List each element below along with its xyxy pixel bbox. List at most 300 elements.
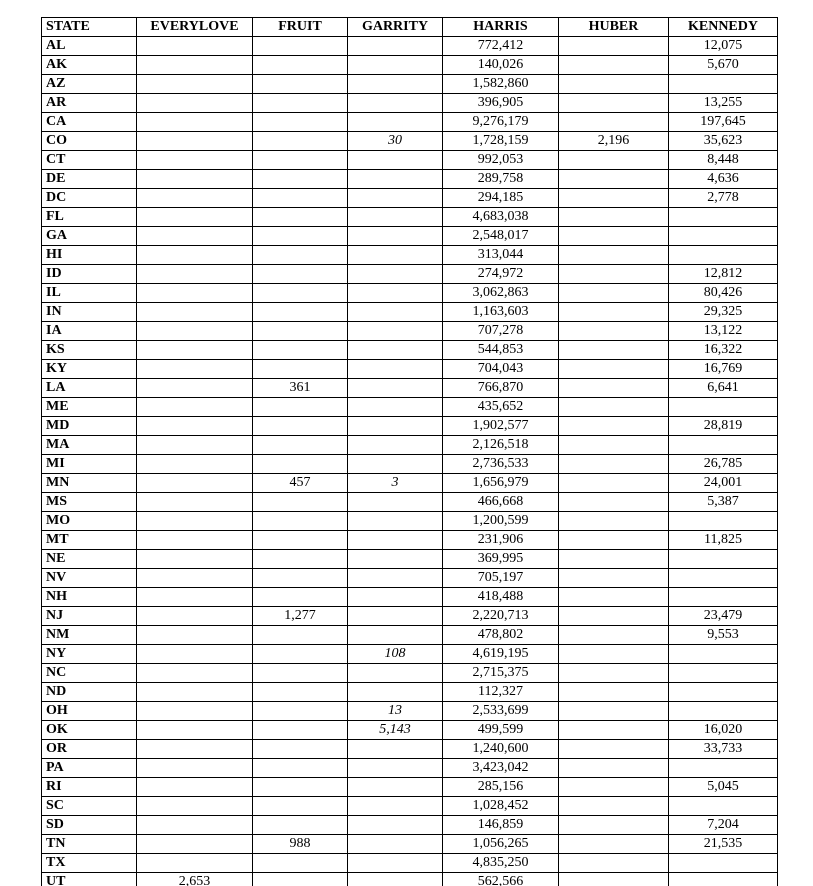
cell-harris: 285,156 — [443, 778, 559, 797]
cell-garrity — [348, 151, 443, 170]
cell-state: NH — [42, 588, 137, 607]
cell-huber — [559, 854, 669, 873]
election-results-table — [41, 17, 778, 886]
cell-everylove — [137, 493, 253, 512]
cell-everylove — [137, 208, 253, 227]
table-row — [42, 474, 778, 493]
cell-state: DC — [42, 189, 137, 208]
cell-everylove — [137, 151, 253, 170]
cell-state: RI — [42, 778, 137, 797]
cell-garrity — [348, 94, 443, 113]
cell-garrity: 30 — [348, 132, 443, 151]
cell-garrity — [348, 37, 443, 56]
cell-everylove — [137, 778, 253, 797]
cell-fruit — [253, 550, 348, 569]
column-header-state: STATE — [42, 18, 137, 37]
cell-kennedy: 5,045 — [669, 778, 778, 797]
cell-garrity: 13 — [348, 702, 443, 721]
table-row — [42, 398, 778, 417]
cell-state: PA — [42, 759, 137, 778]
cell-everylove — [137, 531, 253, 550]
cell-huber — [559, 607, 669, 626]
cell-fruit — [253, 398, 348, 417]
cell-huber — [559, 37, 669, 56]
cell-everylove — [137, 816, 253, 835]
cell-fruit — [253, 512, 348, 531]
cell-huber — [559, 873, 669, 886]
cell-huber — [559, 797, 669, 816]
cell-kennedy: 16,769 — [669, 360, 778, 379]
cell-garrity — [348, 113, 443, 132]
cell-garrity — [348, 854, 443, 873]
cell-state: LA — [42, 379, 137, 398]
cell-huber — [559, 474, 669, 493]
cell-state: DE — [42, 170, 137, 189]
cell-kennedy — [669, 588, 778, 607]
cell-huber — [559, 588, 669, 607]
cell-kennedy — [669, 512, 778, 531]
cell-kennedy: 33,733 — [669, 740, 778, 759]
table-row — [42, 835, 778, 854]
cell-state: MO — [42, 512, 137, 531]
cell-everylove — [137, 702, 253, 721]
table-row — [42, 265, 778, 284]
cell-huber — [559, 702, 669, 721]
cell-everylove — [137, 512, 253, 531]
cell-kennedy: 24,001 — [669, 474, 778, 493]
table-row — [42, 341, 778, 360]
cell-state: CA — [42, 113, 137, 132]
cell-everylove — [137, 664, 253, 683]
cell-kennedy — [669, 797, 778, 816]
cell-harris: 1,240,600 — [443, 740, 559, 759]
cell-state: CO — [42, 132, 137, 151]
column-header-everylove: EVERYLOVE — [137, 18, 253, 37]
table-row — [42, 683, 778, 702]
cell-harris: 772,412 — [443, 37, 559, 56]
table-row — [42, 113, 778, 132]
cell-harris: 1,902,577 — [443, 417, 559, 436]
cell-kennedy: 9,553 — [669, 626, 778, 645]
cell-garrity — [348, 189, 443, 208]
cell-fruit — [253, 626, 348, 645]
cell-huber — [559, 512, 669, 531]
cell-everylove — [137, 75, 253, 94]
cell-huber — [559, 417, 669, 436]
cell-harris: 1,582,860 — [443, 75, 559, 94]
column-header-harris: HARRIS — [443, 18, 559, 37]
column-header-kennedy: KENNEDY — [669, 18, 778, 37]
table-row — [42, 493, 778, 512]
cell-fruit — [253, 341, 348, 360]
cell-kennedy: 12,075 — [669, 37, 778, 56]
table-row — [42, 797, 778, 816]
cell-harris: 705,197 — [443, 569, 559, 588]
table-row — [42, 740, 778, 759]
table-row — [42, 170, 778, 189]
cell-kennedy — [669, 759, 778, 778]
cell-garrity — [348, 683, 443, 702]
cell-fruit — [253, 645, 348, 664]
cell-garrity — [348, 778, 443, 797]
cell-huber — [559, 246, 669, 265]
cell-huber — [559, 493, 669, 512]
table-row — [42, 721, 778, 740]
cell-fruit — [253, 189, 348, 208]
cell-everylove — [137, 398, 253, 417]
cell-harris: 707,278 — [443, 322, 559, 341]
cell-kennedy — [669, 854, 778, 873]
cell-everylove — [137, 265, 253, 284]
cell-harris: 704,043 — [443, 360, 559, 379]
cell-harris: 2,126,518 — [443, 436, 559, 455]
cell-state: AK — [42, 56, 137, 75]
cell-state: MS — [42, 493, 137, 512]
cell-harris: 2,533,699 — [443, 702, 559, 721]
cell-huber — [559, 379, 669, 398]
cell-fruit — [253, 246, 348, 265]
cell-kennedy — [669, 702, 778, 721]
cell-state: MA — [42, 436, 137, 455]
cell-state: MT — [42, 531, 137, 550]
cell-huber — [559, 664, 669, 683]
cell-everylove — [137, 683, 253, 702]
cell-fruit — [253, 436, 348, 455]
table-row — [42, 322, 778, 341]
cell-garrity — [348, 246, 443, 265]
cell-harris: 146,859 — [443, 816, 559, 835]
cell-everylove — [137, 170, 253, 189]
cell-kennedy: 16,322 — [669, 341, 778, 360]
cell-kennedy: 13,255 — [669, 94, 778, 113]
table-row — [42, 512, 778, 531]
cell-garrity — [348, 664, 443, 683]
cell-everylove — [137, 417, 253, 436]
cell-kennedy — [669, 436, 778, 455]
cell-harris: 2,548,017 — [443, 227, 559, 246]
cell-garrity: 5,143 — [348, 721, 443, 740]
cell-state: MD — [42, 417, 137, 436]
cell-state: UT — [42, 873, 137, 886]
cell-garrity — [348, 75, 443, 94]
table-row — [42, 873, 778, 886]
cell-state: KY — [42, 360, 137, 379]
cell-state: NC — [42, 664, 137, 683]
cell-fruit — [253, 740, 348, 759]
cell-huber — [559, 740, 669, 759]
cell-huber — [559, 75, 669, 94]
cell-garrity — [348, 379, 443, 398]
cell-harris: 289,758 — [443, 170, 559, 189]
cell-fruit — [253, 569, 348, 588]
cell-garrity — [348, 626, 443, 645]
cell-everylove — [137, 246, 253, 265]
cell-harris: 274,972 — [443, 265, 559, 284]
cell-state: AZ — [42, 75, 137, 94]
cell-everylove: 2,653 — [137, 873, 253, 886]
cell-fruit — [253, 170, 348, 189]
table-row — [42, 816, 778, 835]
cell-huber — [559, 683, 669, 702]
cell-harris: 4,619,195 — [443, 645, 559, 664]
cell-kennedy — [669, 683, 778, 702]
column-header-fruit: FRUIT — [253, 18, 348, 37]
cell-huber — [559, 113, 669, 132]
table-row — [42, 588, 778, 607]
cell-everylove — [137, 835, 253, 854]
cell-garrity — [348, 569, 443, 588]
table-row — [42, 208, 778, 227]
cell-everylove — [137, 740, 253, 759]
cell-fruit — [253, 759, 348, 778]
cell-everylove — [137, 94, 253, 113]
table-row — [42, 569, 778, 588]
cell-fruit — [253, 417, 348, 436]
table-row — [42, 37, 778, 56]
table-row — [42, 303, 778, 322]
cell-harris: 418,488 — [443, 588, 559, 607]
cell-everylove — [137, 474, 253, 493]
cell-kennedy: 35,623 — [669, 132, 778, 151]
cell-kennedy — [669, 246, 778, 265]
cell-harris: 2,736,533 — [443, 455, 559, 474]
cell-everylove — [137, 360, 253, 379]
cell-garrity — [348, 284, 443, 303]
cell-everylove — [137, 721, 253, 740]
cell-kennedy — [669, 550, 778, 569]
cell-kennedy: 5,670 — [669, 56, 778, 75]
cell-fruit: 361 — [253, 379, 348, 398]
cell-fruit — [253, 227, 348, 246]
cell-kennedy: 26,785 — [669, 455, 778, 474]
cell-kennedy — [669, 645, 778, 664]
cell-everylove — [137, 37, 253, 56]
cell-everylove — [137, 189, 253, 208]
cell-harris: 544,853 — [443, 341, 559, 360]
cell-everylove — [137, 436, 253, 455]
cell-huber — [559, 208, 669, 227]
cell-kennedy: 80,426 — [669, 284, 778, 303]
cell-harris: 3,062,863 — [443, 284, 559, 303]
table-body — [42, 37, 778, 886]
cell-harris: 294,185 — [443, 189, 559, 208]
table-row — [42, 56, 778, 75]
table-row — [42, 379, 778, 398]
cell-state: AR — [42, 94, 137, 113]
cell-harris: 4,835,250 — [443, 854, 559, 873]
cell-fruit — [253, 56, 348, 75]
cell-harris: 1,028,452 — [443, 797, 559, 816]
cell-garrity — [348, 208, 443, 227]
cell-harris: 562,566 — [443, 873, 559, 886]
cell-kennedy: 2,778 — [669, 189, 778, 208]
table-row — [42, 854, 778, 873]
cell-fruit — [253, 493, 348, 512]
cell-huber — [559, 284, 669, 303]
cell-kennedy: 29,325 — [669, 303, 778, 322]
cell-fruit — [253, 94, 348, 113]
cell-harris: 1,200,599 — [443, 512, 559, 531]
cell-garrity — [348, 607, 443, 626]
cell-everylove — [137, 455, 253, 474]
cell-huber — [559, 455, 669, 474]
cell-state: NV — [42, 569, 137, 588]
cell-fruit — [253, 664, 348, 683]
cell-kennedy: 13,122 — [669, 322, 778, 341]
cell-garrity — [348, 816, 443, 835]
cell-harris: 369,995 — [443, 550, 559, 569]
cell-state: FL — [42, 208, 137, 227]
cell-garrity — [348, 455, 443, 474]
table-row — [42, 436, 778, 455]
cell-harris: 435,652 — [443, 398, 559, 417]
table-row — [42, 702, 778, 721]
table-row — [42, 284, 778, 303]
cell-fruit — [253, 113, 348, 132]
cell-huber — [559, 550, 669, 569]
cell-state: ND — [42, 683, 137, 702]
cell-harris: 2,220,713 — [443, 607, 559, 626]
cell-state: NJ — [42, 607, 137, 626]
cell-garrity — [348, 265, 443, 284]
cell-everylove — [137, 607, 253, 626]
cell-fruit — [253, 151, 348, 170]
cell-huber — [559, 170, 669, 189]
cell-state: SC — [42, 797, 137, 816]
cell-everylove — [137, 227, 253, 246]
cell-fruit — [253, 588, 348, 607]
cell-huber — [559, 360, 669, 379]
cell-state: SD — [42, 816, 137, 835]
cell-fruit — [253, 75, 348, 94]
table-row — [42, 455, 778, 474]
cell-state: KS — [42, 341, 137, 360]
cell-harris: 4,683,038 — [443, 208, 559, 227]
cell-garrity — [348, 797, 443, 816]
cell-harris: 766,870 — [443, 379, 559, 398]
cell-everylove — [137, 56, 253, 75]
cell-garrity — [348, 341, 443, 360]
cell-garrity — [348, 360, 443, 379]
column-header-huber: HUBER — [559, 18, 669, 37]
cell-garrity — [348, 835, 443, 854]
cell-kennedy: 197,645 — [669, 113, 778, 132]
cell-garrity — [348, 303, 443, 322]
cell-kennedy: 16,020 — [669, 721, 778, 740]
cell-harris: 1,163,603 — [443, 303, 559, 322]
cell-huber — [559, 816, 669, 835]
table-row — [42, 645, 778, 664]
cell-kennedy: 23,479 — [669, 607, 778, 626]
cell-huber — [559, 778, 669, 797]
cell-fruit — [253, 455, 348, 474]
cell-harris: 2,715,375 — [443, 664, 559, 683]
cell-fruit — [253, 778, 348, 797]
cell-state: OR — [42, 740, 137, 759]
cell-state: MI — [42, 455, 137, 474]
cell-harris: 313,044 — [443, 246, 559, 265]
cell-huber — [559, 645, 669, 664]
cell-garrity — [348, 550, 443, 569]
cell-harris: 1,056,265 — [443, 835, 559, 854]
cell-fruit — [253, 797, 348, 816]
cell-state: IA — [42, 322, 137, 341]
cell-kennedy: 8,448 — [669, 151, 778, 170]
cell-huber — [559, 56, 669, 75]
cell-huber — [559, 341, 669, 360]
cell-kennedy: 6,641 — [669, 379, 778, 398]
cell-kennedy — [669, 227, 778, 246]
cell-harris: 466,668 — [443, 493, 559, 512]
cell-fruit — [253, 322, 348, 341]
cell-huber — [559, 835, 669, 854]
cell-huber — [559, 189, 669, 208]
cell-everylove — [137, 759, 253, 778]
cell-harris: 992,053 — [443, 151, 559, 170]
cell-everylove — [137, 569, 253, 588]
cell-kennedy: 12,812 — [669, 265, 778, 284]
column-header-garrity: GARRITY — [348, 18, 443, 37]
cell-state: ME — [42, 398, 137, 417]
cell-harris: 9,276,179 — [443, 113, 559, 132]
cell-state: NY — [42, 645, 137, 664]
cell-everylove — [137, 550, 253, 569]
cell-state: NE — [42, 550, 137, 569]
cell-everylove — [137, 303, 253, 322]
cell-state: IN — [42, 303, 137, 322]
cell-harris: 112,327 — [443, 683, 559, 702]
cell-everylove — [137, 322, 253, 341]
cell-state: ID — [42, 265, 137, 284]
cell-harris: 231,906 — [443, 531, 559, 550]
cell-garrity — [348, 873, 443, 886]
cell-fruit — [253, 132, 348, 151]
cell-fruit: 457 — [253, 474, 348, 493]
cell-everylove — [137, 626, 253, 645]
cell-fruit: 988 — [253, 835, 348, 854]
cell-huber — [559, 94, 669, 113]
cell-fruit — [253, 265, 348, 284]
cell-kennedy — [669, 208, 778, 227]
cell-everylove — [137, 797, 253, 816]
cell-huber — [559, 151, 669, 170]
cell-huber: 2,196 — [559, 132, 669, 151]
cell-state: AL — [42, 37, 137, 56]
cell-kennedy: 11,825 — [669, 531, 778, 550]
cell-garrity — [348, 322, 443, 341]
cell-garrity — [348, 170, 443, 189]
cell-fruit — [253, 816, 348, 835]
cell-state: OH — [42, 702, 137, 721]
cell-state: IL — [42, 284, 137, 303]
table-row — [42, 759, 778, 778]
cell-fruit: 1,277 — [253, 607, 348, 626]
cell-huber — [559, 303, 669, 322]
cell-state: GA — [42, 227, 137, 246]
cell-kennedy: 5,387 — [669, 493, 778, 512]
table-row — [42, 246, 778, 265]
cell-garrity — [348, 493, 443, 512]
cell-garrity — [348, 436, 443, 455]
cell-huber — [559, 322, 669, 341]
cell-state: TX — [42, 854, 137, 873]
cell-huber — [559, 531, 669, 550]
table-row — [42, 531, 778, 550]
cell-kennedy — [669, 873, 778, 886]
cell-fruit — [253, 683, 348, 702]
cell-garrity — [348, 417, 443, 436]
cell-garrity: 108 — [348, 645, 443, 664]
